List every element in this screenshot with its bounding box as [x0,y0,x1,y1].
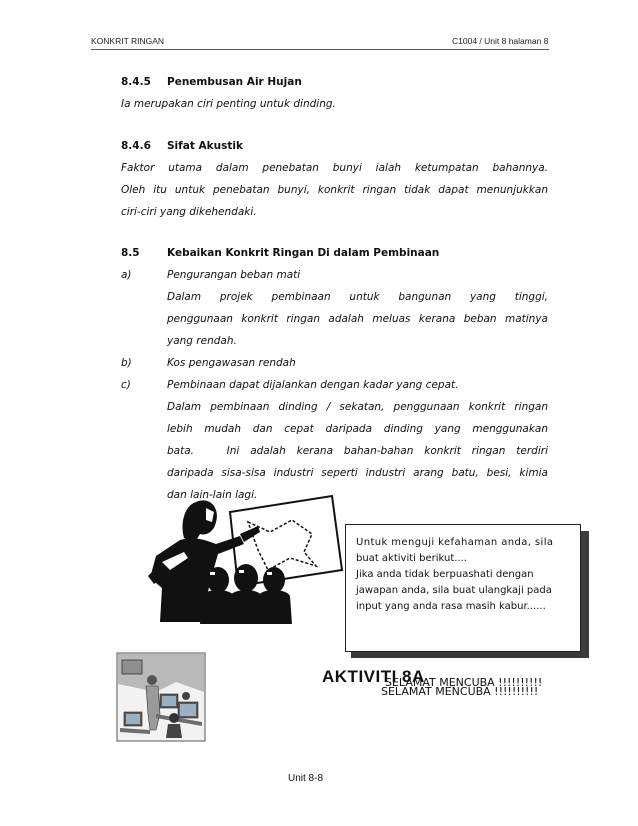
callout-line: buat aktiviti berikut.... [356,553,467,564]
paragraph-line: Dalam projek pembinaan untuk bangunan yang tinggi, [167,291,548,303]
paragraph-line: lebih mudah dan cepat daripada dinding yang menggunakan [167,423,548,435]
paragraph-line: bata. Ini adalah kerana bahan-bahan konkrit ringan terdiri [167,445,548,457]
running-header-left: KONKRIT RINGAN [91,36,165,46]
instruction-callout [345,524,581,652]
section-number: 8.5 [121,247,140,259]
list-item-label: Pembinaan dapat dijalankan dengan kadar yang cepat. [167,379,459,391]
section-number: 8.4.5 [121,76,151,88]
paragraph-line: dan lain-lain lagi. [167,489,258,501]
activity-motto-shadow: SELAMAT MENCUBA !!!!!!!!!! [381,685,539,698]
section-title: Penembusan Air Hujan [167,76,302,88]
callout-line: jawapan anda, sila buat ulangkaji pada [356,585,552,596]
list-marker: a) [121,269,132,281]
list-item-label: Pengurangan beban mati [167,269,301,281]
paragraph-line: yang rendah. [167,335,237,347]
paragraph-line: Oleh itu untuk penebatan bunyi, konkrit ringan tidak dapat menunjukkan [121,184,548,196]
section-title: Sifat Akustik [167,140,243,152]
list-marker: c) [121,379,131,391]
activity-motto: SELAMAT MENCUBA !!!!!!!!!! [385,676,543,689]
computer-lab-clipart [116,652,206,742]
running-header-right: C1004 / Unit 8 halaman 8 [452,36,549,46]
callout-line: input yang anda rasa masih kabur...... [356,601,546,612]
paragraph-line: penggunaan konkrit ringan adalah meluas kerana beban matinya [167,313,548,325]
paragraph-line: Dalam pembinaan dinding / sekatan, penggunaan konkrit ringan [167,401,548,413]
paragraph-line: daripada sisa-sisa industri seperti industri arang batu, besi, kimia [167,467,548,479]
header-rule [91,49,549,50]
page-footer: Unit 8-8 [288,773,324,784]
callout-line: Untuk menguji kefahaman anda, sila [356,537,554,548]
section-text: Ia merupakan ciri penting untuk dinding. [121,98,336,110]
section-title: Kebaikan Konkrit Ringan Di dalam Pembinaan [167,247,440,259]
presenter-clipart [140,492,345,627]
list-marker: b) [121,357,132,369]
list-item-label: Kos pengawasan rendah [167,357,296,369]
paragraph-line: Faktor utama dalam penebatan bunyi ialah ketumpatan bahannya. [121,162,548,174]
callout-line: Jika anda tidak berpuashati dengan [356,569,534,580]
activity-title: AKTIVITI 8A [322,667,425,686]
section-number: 8.4.6 [121,140,151,152]
paragraph-line: ciri-ciri yang dikehendaki. [121,206,257,218]
